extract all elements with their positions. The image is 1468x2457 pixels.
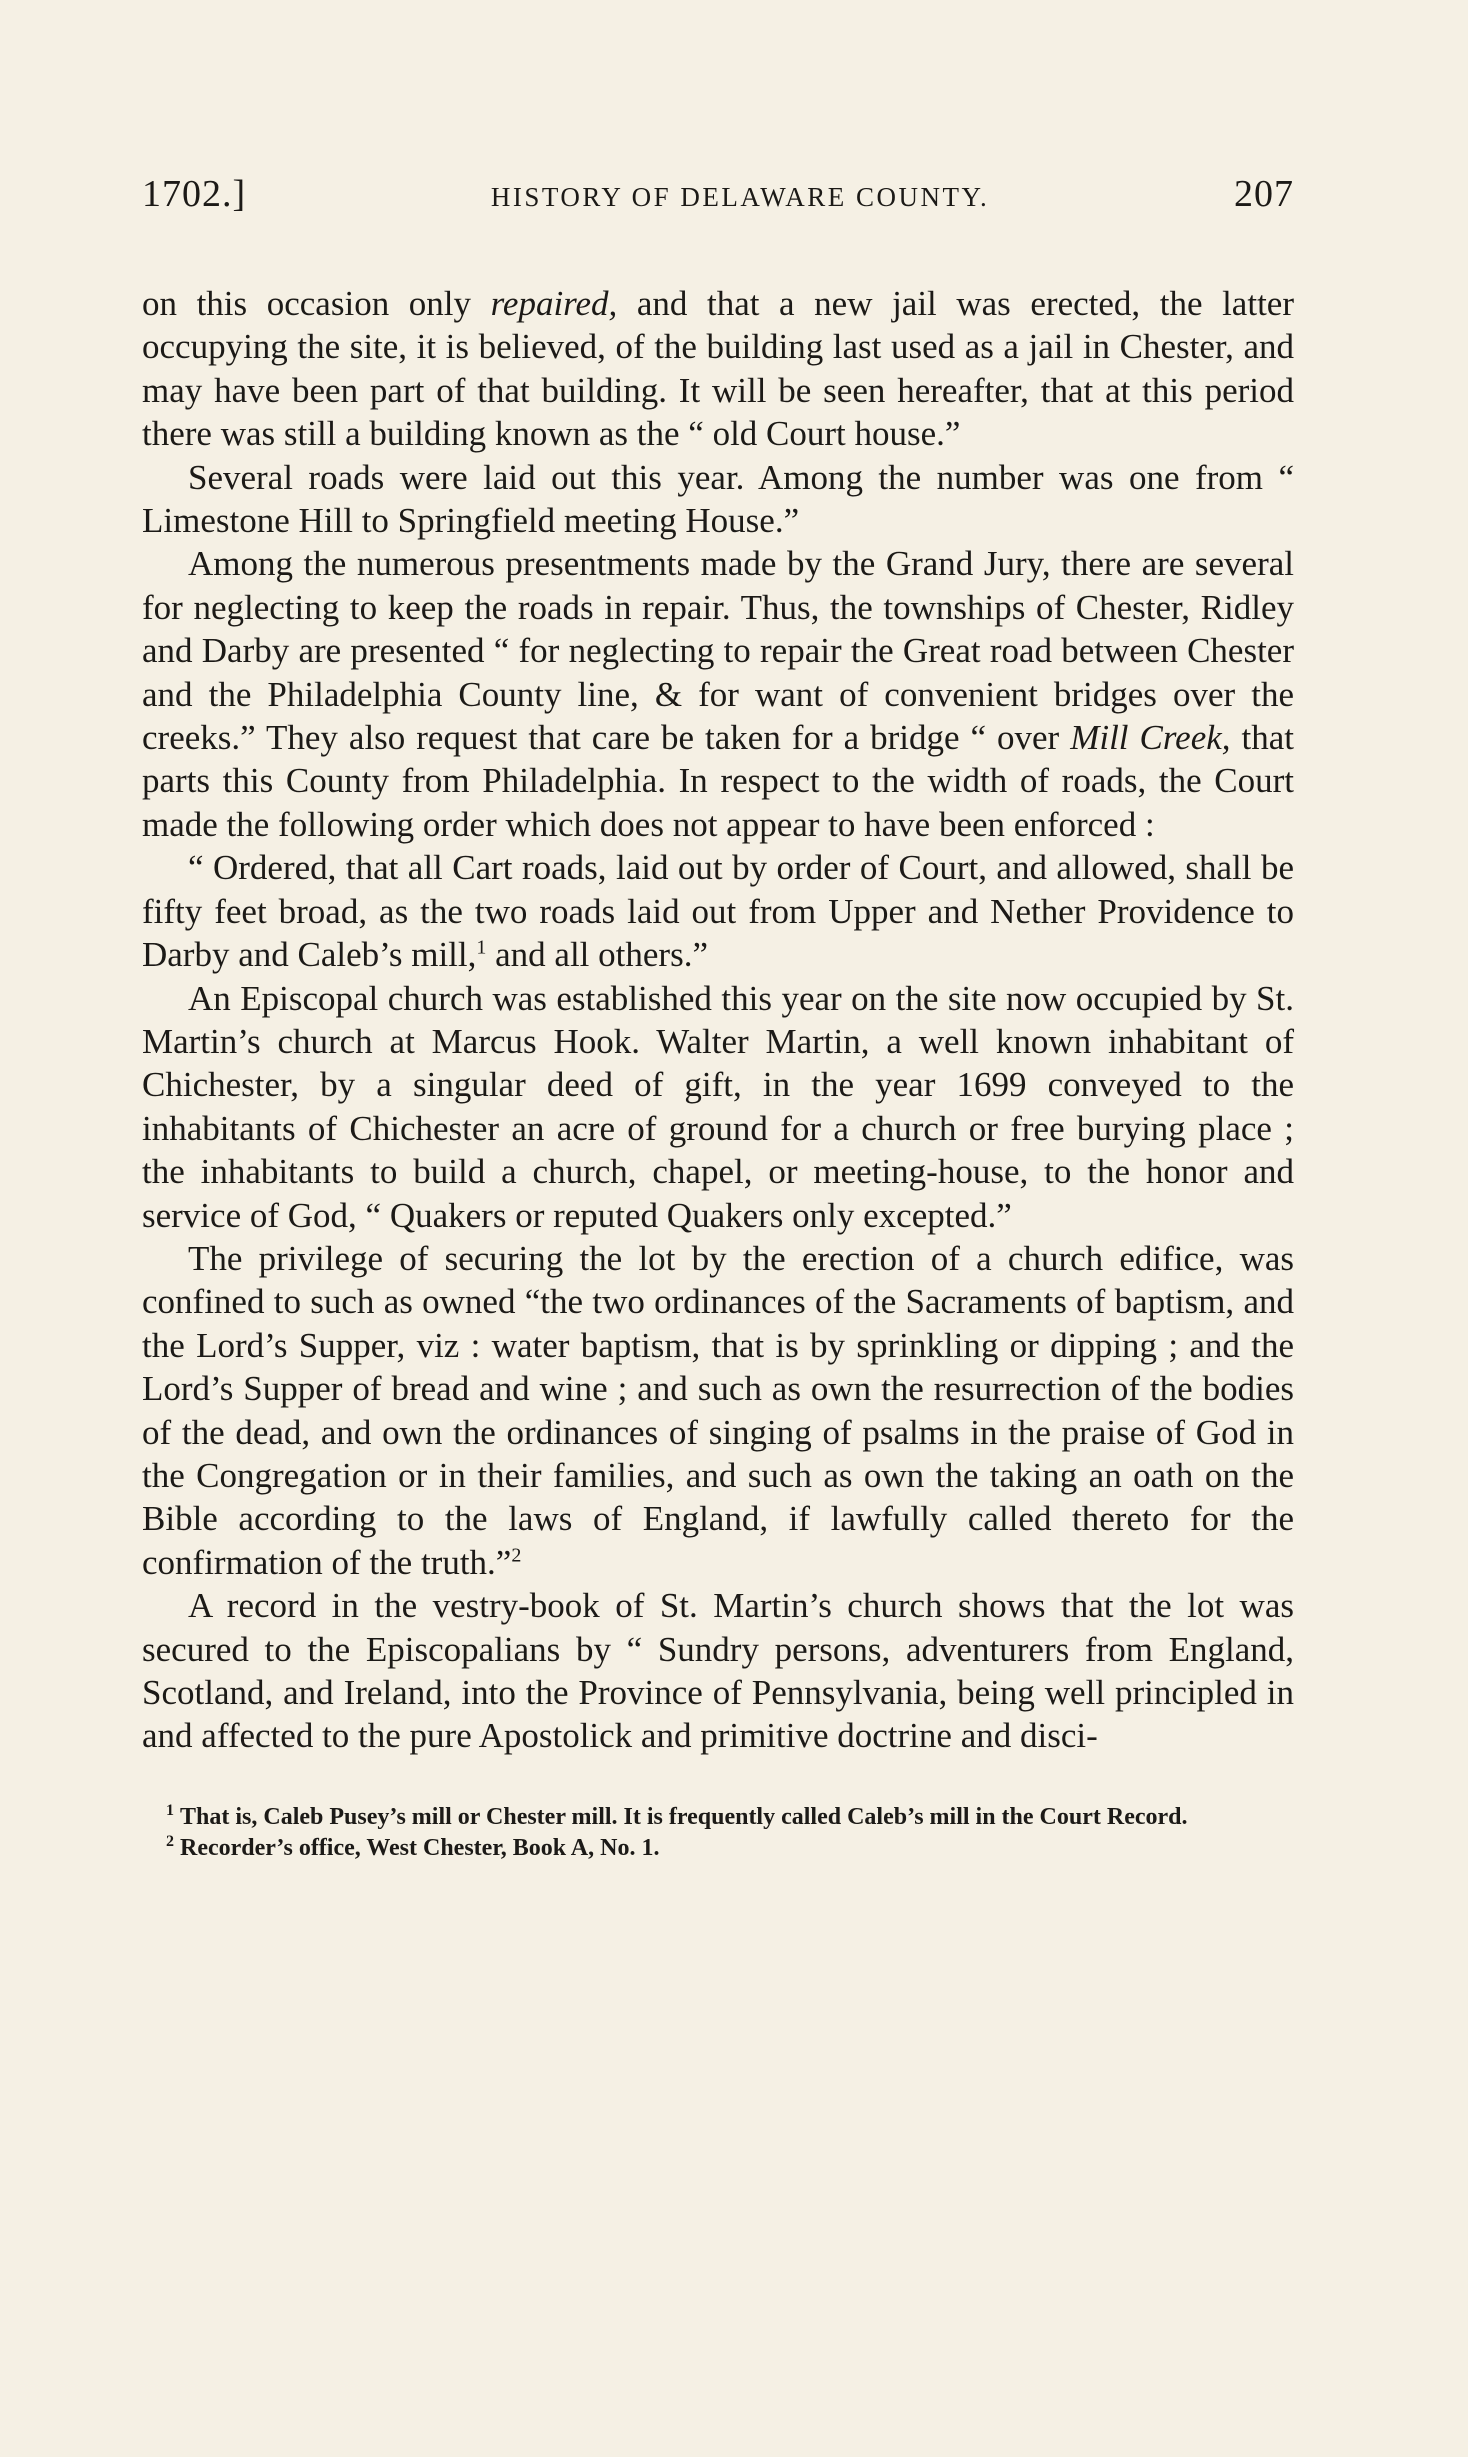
header-year: 1702.] xyxy=(142,173,247,215)
paragraph xyxy=(142,282,1294,456)
paragraph xyxy=(142,456,1294,543)
paragraph xyxy=(142,977,1294,1237)
running-head xyxy=(142,172,1294,222)
page-number: 207 xyxy=(1234,173,1294,215)
book-page xyxy=(142,172,1294,1864)
footnotes xyxy=(142,1802,1294,1864)
paragraph-text: and that a new jail was erected, the latter occupying the site, it is believed, of the building last used as a jail in Chester, and may have been part of that building. It will be seen hereafter, that at this period there was still a building known as the “ old Court house.” xyxy=(142,284,1294,454)
footnote-text: Recorder’s office, West Chester, Book A, No. 1. xyxy=(180,1834,660,1861)
paragraph xyxy=(142,846,1294,976)
paragraph-text: Among the numerous presentments made by the Grand Jury, there are several for neglecting to keep the roads in repair. Thus, the townships of Chester, Ridley and Darby are presented “ for neglecting to repair the Great road between Chester and the Philadelphia County line, & for want of convenient bridges over the creeks.” They also request that care be taken for a bridge “ over xyxy=(142,544,1294,758)
paragraph-text: on this occasion only xyxy=(142,284,491,323)
footnote-text: That is, Caleb Pusey’s mill or Chester mill. It is frequently called Caleb’s mill in the Court Record. xyxy=(180,1803,1188,1830)
italic-text: Mill Creek, xyxy=(1070,718,1231,758)
paragraph-text: A record in the vestry-book of St. Martin’s church shows that the lot was secured to the Episcopalians by “ Sundry persons, adventurers from England, Scotland, and Ireland, into the Province of Pennsylvania, being well principled in and affected to the pure Apostolick and primitive doctrine and disci- xyxy=(142,1586,1294,1756)
paragraph-text: and all others.” xyxy=(486,935,708,975)
paragraph-text: that parts this County from Philadelphia. In respect to the width of roads, the Court made the following order which does not appear to have been enforced : xyxy=(142,718,1295,844)
footnote-mark: 2 xyxy=(166,1832,174,1850)
paragraph xyxy=(142,542,1294,846)
header-title: HISTORY OF DELAWARE COUNTY. xyxy=(490,182,990,212)
footnote-mark: 1 xyxy=(166,1801,174,1819)
italic-text: repaired, xyxy=(490,284,618,323)
paragraph-text: Several roads were laid out this year. Among the number was one from “ Limestone Hill to Springfield meeting House.” xyxy=(142,457,1294,541)
footnote-reference: 1 xyxy=(476,936,487,959)
footnote xyxy=(142,1802,1294,1833)
footnote xyxy=(142,1833,1294,1864)
body-text xyxy=(142,282,1294,1758)
footnote-reference: 2 xyxy=(511,1544,522,1567)
paragraph-text: “ Ordered, that all Cart roads, laid out by order of Court, and allowed, shall be fifty feet broad, as the two roads laid out from Upper and Nether Providence to Darby and Caleb’s mill, xyxy=(142,848,1294,975)
paragraph-text: The privilege of securing the lot by the erection of a church edifice, was confined to such as owned “the two ordinances of the Sacraments of baptism, and the Lord’s Supper, viz : water baptism, that is by sprinkling or dipping ; and the Lord’s Supper of bread and wine ; and such as own the resurrection of the bodies of the dead, and own the ordinances of singing of psalms in the praise of God in the Congregation or in their families, and such as own the taking an oath on the Bible according to the laws of England, if lawfully called thereto for the confirmation of the truth.” xyxy=(142,1238,1294,1582)
paragraph xyxy=(142,1237,1294,1584)
paragraph-text: An Episcopal church was established this year on the site now occupied by St. Martin’s church at Marcus Hook. Walter Martin, a well known inhabitant of Chichester, by a singular deed of gift, in the year 1699 conveyed to the inhabitants of Chichester an acre of ground for a church or free burying place ; the inhabitants to build a church, chapel, or meeting-house, to the honor and service of God, “ Quakers or reputed Quakers only excepted.” xyxy=(142,978,1294,1235)
paragraph xyxy=(142,1584,1294,1758)
